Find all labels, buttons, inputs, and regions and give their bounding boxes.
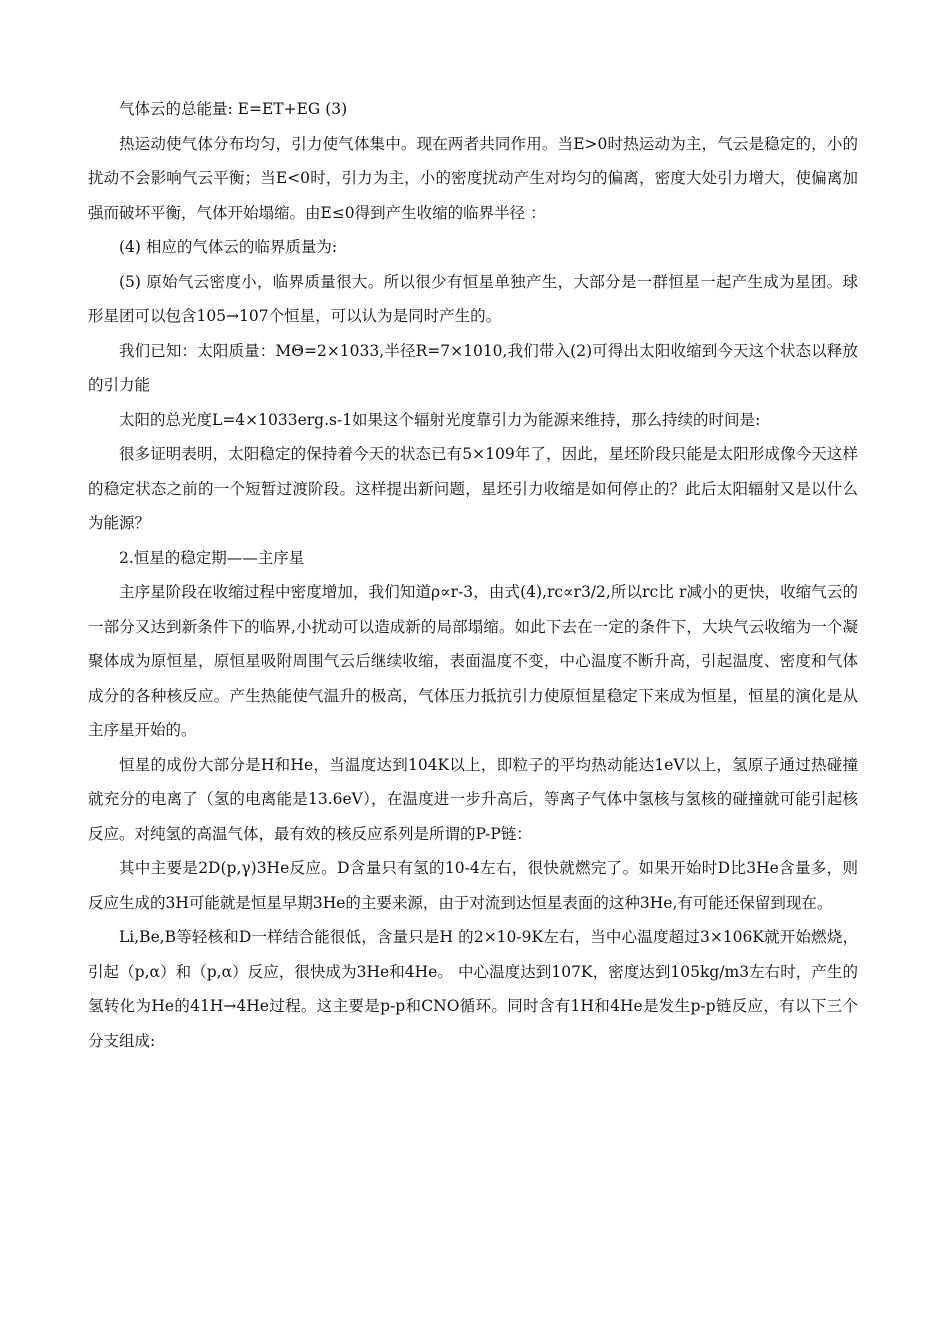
paragraph-composition: 恒星的成份大部分是H和He，当温度达到104K以上，即粒子的平均热动能达1eV以上，氢原子通过热碰撞就充分的电离了（氢的电离能是13.6eV），在温度进一步升高后，等离子气体中氢核与氢核的碰撞就可能引起核反应。对纯氢的高温气体，最有效的核反应系列是所谓的P-P链： — [88, 755, 858, 843]
paragraph-stable-state: 很多证明表明，太阳稳定的保持着今天的状态已有5×109年了，因此，星坯阶段只能是太阳形成像今天这样的稳定状态之前的一个短暂过渡阶段。这样提出新问题，星坯引力收缩是如何停止的？此后太阳辐射又是以什么为能源？ — [88, 445, 858, 532]
paragraph-critical-mass: (4) 相应的气体云的临界质量为: — [119, 238, 338, 256]
paragraph-light-nuclei: Li,Be,B等轻核和D一样结合能很低，含量只是H 的2×10-9K左右，当中心温度超过3×106K就开始燃烧，引起（p,α）和（p,α）反应，很快成为3He和4He。 中心温度达到107K，密度达到105kg/m3左右时，产生的氢转化为He的41H→4He过程。这主要是p-p和CNO循环。同时含有1H和4He是发生p-p链反应，有以下三个分支组成: — [88, 928, 858, 1050]
section-heading-main-sequence: 2.恒星的稳定期——主序星 — [119, 548, 305, 567]
paragraph-solar-mass: 我们已知：太阳质量：MΘ=2×1033,半径R=7×1010,我们带入(2)可得出太阳收缩到今天这个状态以释放的引力能 — [88, 341, 858, 394]
paragraph-main-sequence: 主序星阶段在收缩过程中密度增加，我们知道ρ∝r-3，由式(4),rc∝r3/2,所以rc比 r减小的更快，收缩气云的一部分又达到新条件下的临界,小扰动可以造成新的局部塌缩。如此下去在一定的条件下，大块气云收缩为一个凝聚体成为原恒星，原恒星吸附周围气云后继续收缩，表面温度不变，中心温度不断升高，引起温度、密度和气体成分的各种核反应。产生热能使气温升的极高，气体压力抵抗引力使原恒星稳定下来成为恒星，恒星的演化是从主序星开始的。 — [88, 583, 858, 739]
paragraph-star-clusters: (5) 原始气云密度小，临界质量很大。所以很少有恒星单独产生，大部分是一群恒星一起产生成为星团。球形星团可以包含105→107个恒星，可以认为是同时产生的。 — [88, 272, 858, 325]
paragraph-deuterium: 其中主要是2D(p,γ)3He反应。D含量只有氢的10-4左右，很快就燃完了。如果开始时D比3He含量多，则反应生成的3H可能就是恒星早期3He的主要来源，由于对流到达恒星表面的这种3He,有可能还保留到现在。 — [88, 859, 858, 912]
paragraph-total-energy: 气体云的总能量: E=ET+EG (3) — [119, 100, 348, 118]
paragraph-solar-luminosity: 太阳的总光度L=4×1033erg.s-1如果这个辐射光度靠引力为能源来维持，那么持续的时间是: — [119, 410, 761, 429]
paragraph-thermal-vs-gravity: 热运动使气体分布均匀，引力使气体集中。现在两者共同作用。当E>0时热运动为主，气云是稳定的，小的扰动不会影响气云平衡；当E<0时，引力为主，小的密度扰动产生对均匀的偏离，密度大处引力增大，使偏离加强而破坏平衡，气体开始塌缩。由E≤0得到产生收缩的临界半径 ： — [88, 134, 858, 222]
document-body — [88, 92, 858, 1058]
